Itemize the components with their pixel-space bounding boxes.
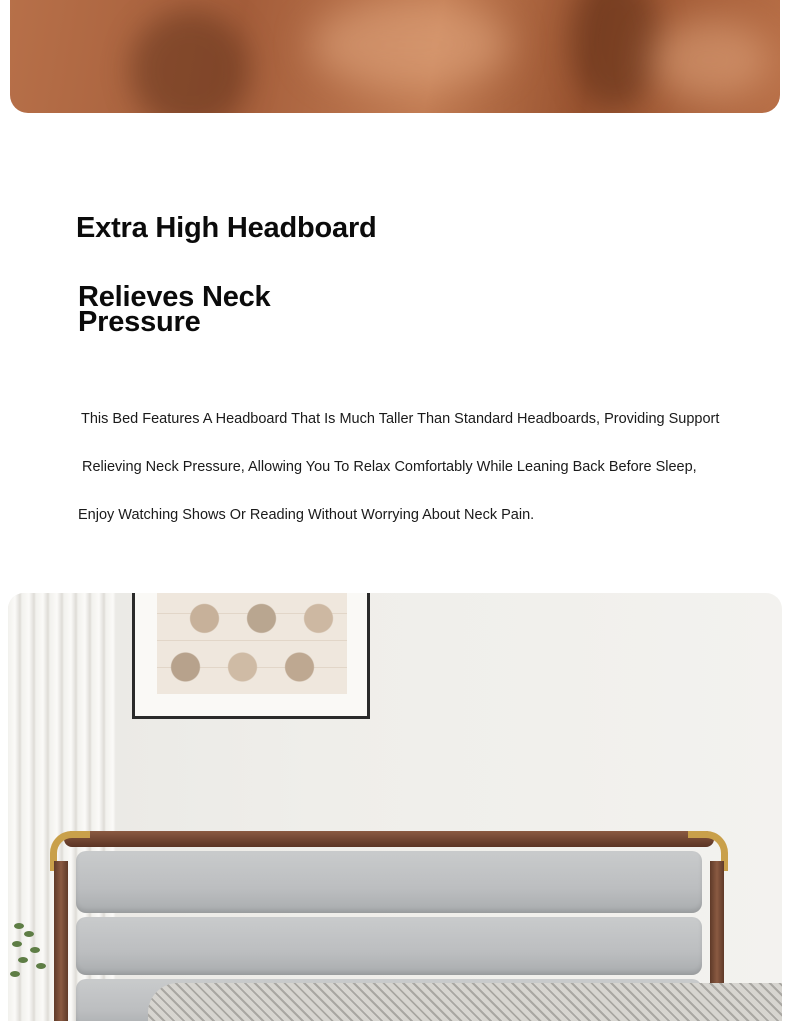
description-line-2: Relieving Neck Pressure, Allowing You To Relax Comfortably While Leaning Back Before Sleep, [82, 459, 697, 475]
description-line-3: Enjoy Watching Shows Or Reading Without Worrying About Neck Pain. [78, 507, 535, 523]
geometric-art [157, 593, 347, 694]
quilted-duvet [148, 983, 782, 1021]
bed-headboard-image [8, 593, 782, 1021]
headboard-cushion-top [76, 851, 702, 913]
description-line-1: This Bed Features A Headboard That Is Much Taller Than Standard Headboards, Providing Support [81, 411, 720, 427]
section-title: Extra High Headboard [76, 212, 377, 244]
leather-closeup-image [10, 0, 780, 113]
wall-art-frame [132, 593, 370, 719]
walnut-post-left [54, 861, 68, 1021]
section-subtitle: Relieves Neck Pressure [78, 281, 271, 338]
walnut-rail [64, 831, 714, 847]
headboard-cushion-middle [76, 917, 702, 975]
